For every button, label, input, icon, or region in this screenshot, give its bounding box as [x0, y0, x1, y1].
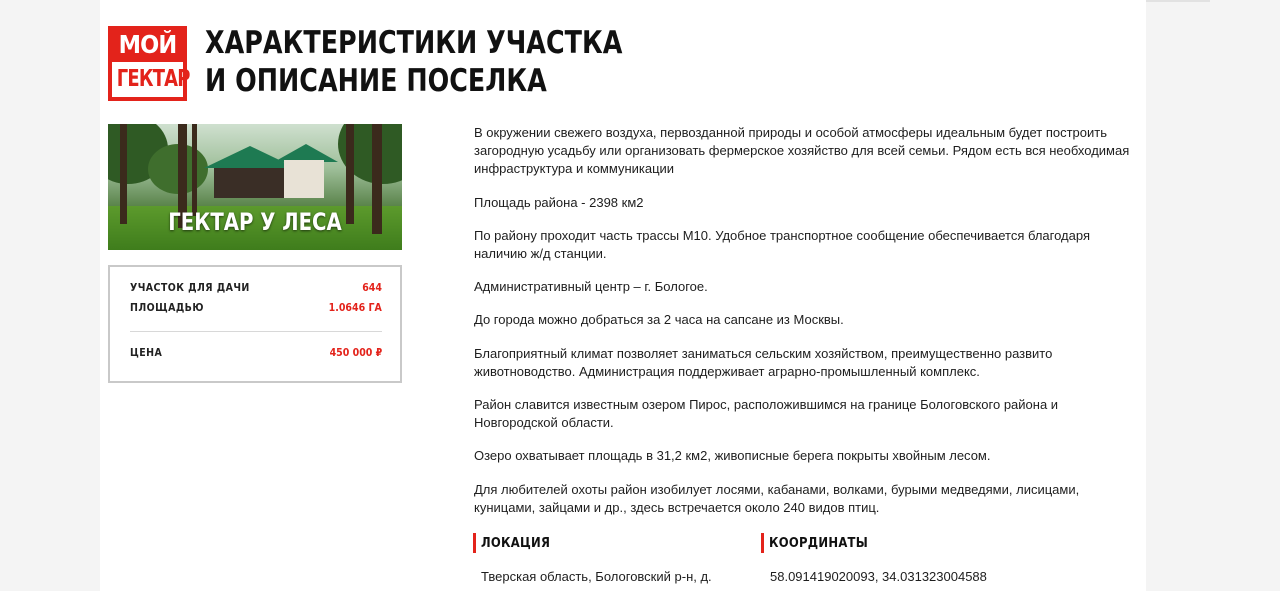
description-paragraph: Район славится известным озером Пирос, расположившимся на границе Бологовского района и Новгородской области. [474, 397, 1059, 431]
plot-number-label: УЧАСТОК ДЛЯ ДАЧИ [130, 281, 250, 294]
banner-caption: ГЕКТАР У ЛЕСА [168, 208, 342, 236]
description-paragraph: В окружении свежего воздуха, первозданной природы и особой атмосферы идеальным будет построить загородную усадьбу или организовать фермерское хозяйство для всей семьи. Рядом есть вся необходимая инфраструктура и коммуникации [474, 125, 1130, 177]
description-paragraph: Площадь района - 2398 км2 [474, 194, 644, 210]
location-value: Тверская область, Бологовский р-н, д. [481, 569, 712, 584]
description-paragraph: До города можно добраться за 2 часа на сапсане из Москвы. [474, 312, 844, 328]
plot-photo-banner [108, 124, 402, 250]
tree-trunk [120, 124, 127, 224]
tree-trunk [192, 124, 197, 216]
house-wall [214, 168, 288, 198]
description-paragraph: Озеро охватывает площадь в 31,2 км2, живописные берега покрыты хвойным лесом. [474, 448, 991, 464]
description [474, 124, 1142, 532]
description-paragraph: Благоприятный климат позволяет заниматься сельским хозяйством, преимущественно развито животноводство. Администрация поддерживает аграрно-промышленный комплекс. [474, 345, 1053, 379]
plot-area-row [130, 301, 382, 317]
logo[interactable] [108, 26, 190, 101]
plot-number-value: 644 [362, 281, 382, 294]
page-title [205, 24, 623, 100]
price-value: 450 000 ₽ [329, 346, 382, 359]
plot-number-row [130, 281, 382, 297]
house-wall-annex [284, 160, 324, 198]
coordinates-value: 58.091419020093, 34.031323004588 [770, 569, 987, 584]
plot-area-label: ПЛОЩАДЬЮ [130, 301, 204, 314]
description-paragraph: Административный центр – г. Бологое. [474, 279, 708, 295]
logo-line2: ГЕКТАР [116, 66, 190, 92]
logo-line1: МОЙ [118, 30, 177, 59]
description-paragraph: Для любителей охоты район изобилует лосями, кабанами, волками, бурыми медведями, лисицами, куницами, зайцами и др., здесь встречается около 240 видов птиц. [474, 481, 1080, 515]
description-paragraph: По району проходит часть трассы М10. Удобное транспортное сообщение обеспечивается благодаря наличию ж/д станции. [474, 227, 1090, 262]
coordinates-heading [761, 533, 884, 553]
page-title-line1: ХАРАКТЕРИСТИКИ УЧАСТКА [205, 25, 623, 61]
coordinates-heading-text: КООРДИНАТЫ [769, 535, 869, 551]
plot-area-value: 1.0646 ГА [328, 301, 382, 314]
plot-info-box [108, 265, 402, 383]
page-title-line2: И ОПИСАНИЕ ПОСЕЛКА [205, 63, 547, 99]
price-label: ЦЕНА [130, 346, 163, 359]
location-heading [473, 533, 562, 553]
divider [130, 331, 382, 332]
price-row [130, 346, 382, 362]
location-heading-text: ЛОКАЦИЯ [481, 535, 551, 551]
